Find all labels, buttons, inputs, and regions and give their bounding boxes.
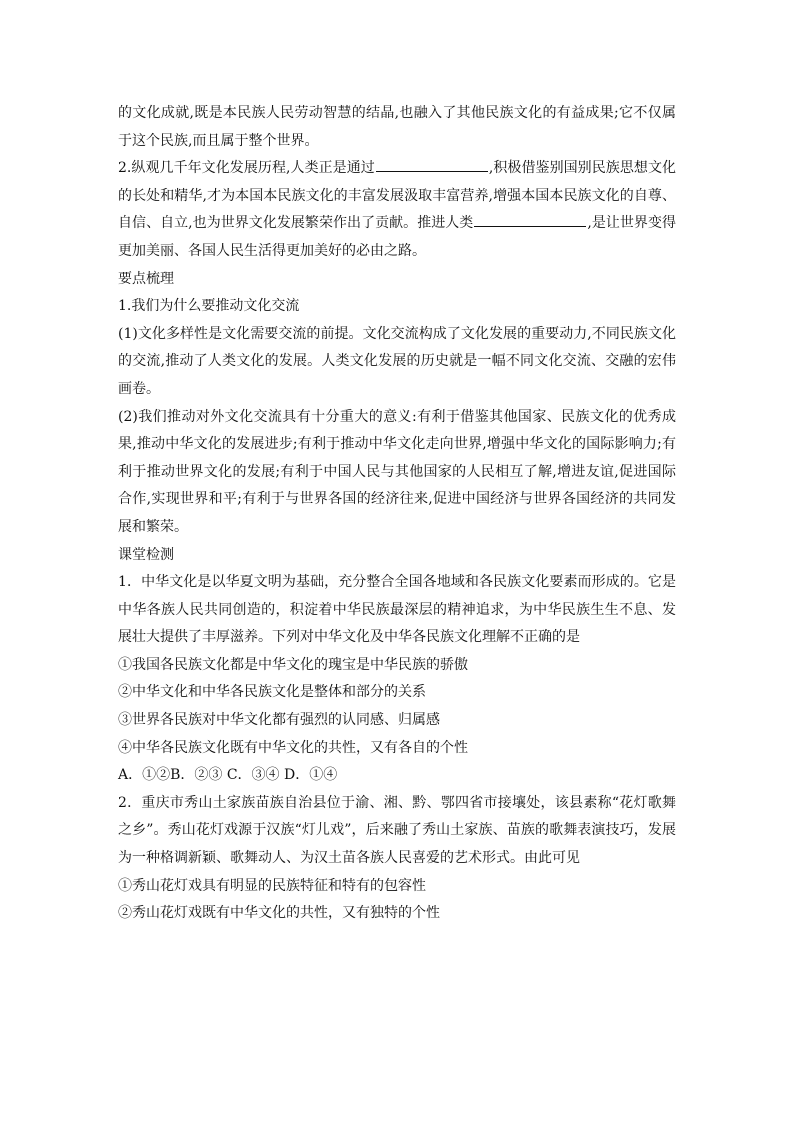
fill-in-text-a: 2.纵观几千年文化发展历程,人类正是通过 [118, 160, 375, 177]
fill-in-paragraph [118, 155, 676, 265]
question-1-option-4: ④中华各民族文化既有中华文化的共性，又有各自的个性 [118, 739, 468, 756]
question-1-choices: A．①②B．②③ C．③④ D．①④ [118, 767, 338, 784]
question-1-option-1: ①我国各民族文化都是中华文化的瑰宝是中华民族的骄傲 [118, 656, 468, 673]
question-1-option-2: ②中华文化和中华各民族文化是整体和部分的关系 [118, 684, 426, 701]
question-2-option-2: ②秀山花灯戏既有中华文化的共性，又有独特的个性 [118, 905, 440, 922]
key-points-title: 1.我们为什么要推动文化交流 [118, 298, 300, 315]
fill-in-text-b: ,积极借鉴别国别民族思想文化的长处和精华,才为本国本民族文化的丰富发展汲取丰富营养,增强本国本民族文化的自尊、自信、自立,也为世界文化发展繁荣作出了贡献。推进人类 [118, 160, 676, 232]
question-2-option-1: ①秀山花灯戏具有明显的民族特征和特有的包容性 [118, 877, 426, 894]
answer-blank-2[interactable] [474, 212, 586, 227]
classroom-check-heading: 课堂检测 [118, 546, 174, 563]
question-1-option-3: ③世界各民族对中华文化都有强烈的认同感、归属感 [118, 712, 440, 729]
page-content [118, 100, 676, 928]
question-1-stem: 1．中华文化是以华夏文明为基础，充分整合全国各地域和各民族文化要素而形成的。它是中华各族人民共同创造的，积淀着中华民族最深层的精神追求，为中华民族生生不息、发展壮大提供了丰厚滋养。下列对中华文化及中华各民族文化理解不正确的是 [118, 574, 676, 646]
key-points-heading: 要点梳理 [118, 270, 174, 287]
question-2-stem: 2．重庆市秀山土家族苗族自治县位于渝、湘、黔、鄂四省市接壤处，该县素称“花灯歌舞之乡”。秀山花灯戏源于汉族“灯儿戏”，后来融了秀山土家族、苗族的歌舞表演技巧，发展为一种格调新颖、歌舞动人、为汉土苗各族人民喜爱的艺术形式。由此可见 [118, 794, 676, 867]
answer-blank-1[interactable] [376, 157, 488, 172]
key-point-item-2: (2)我们推动对外文化交流具有十分重大的意义:有利于借鉴其他国家、民族文化的优秀成果,推动中华文化的发展进步;有利于推动中华文化走向世界,增强中华文化的国际影响力;有利于推动世界文化的发展;有利于中国人民与其他国家的人民相互了解,增进友谊,促进国际合作,实现世界和平;有利于与世界各国的经济往来,促进中国经济与世界各国经济的共同发展和繁荣。 [118, 408, 676, 535]
key-point-item-1: (1)文化多样性是文化需要交流的前提。文化交流构成了文化发展的重要动力,不同民族文化的交流,推动了人类文化的发展。人类文化发展的历史就是一幅不同文化交流、交融的宏伟画卷。 [118, 325, 676, 397]
fill-in-text-c: ,是让世界变得更加美丽、各国人民生活得更加美好的必由之路。 [118, 215, 676, 259]
intro-paragraph: 的文化成就,既是本民族人民劳动智慧的结晶,也融入了其他民族文化的有益成果;它不仅属于这个民族,而且属于整个世界。 [118, 105, 676, 149]
